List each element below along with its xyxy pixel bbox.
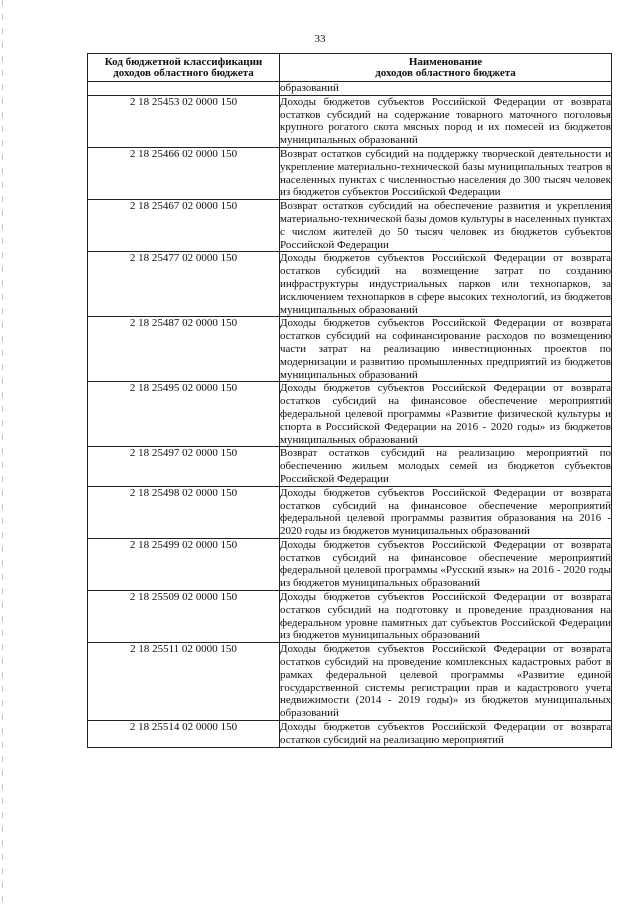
income-name: Доходы бюджетов субъектов Российской Федерации от возврата остатков субсидий на проведение комплексных кадастровых работ в рамках федеральной целевой программы «Развитие единой государственной системы регистрации прав и кадастрового учета недвижимости (2014 - 2019 годы)» из бюджетов муниципальных образований [280, 643, 611, 720]
table-row [88, 486, 612, 538]
budget-code: 2 18 25467 02 0000 150 [88, 200, 280, 252]
budget-code: 2 18 25498 02 0000 150 [88, 486, 280, 538]
table-row [88, 95, 612, 147]
table-row [88, 252, 612, 317]
table-row [88, 147, 612, 199]
income-name: Возврат остатков субсидий на обеспечение развития и укрепления материально-технической базы домов культуры в населенных пунктах с числом жителей до 50 тысяч человек из бюджетов субъектов Российской Федерации [280, 200, 611, 251]
income-name: Доходы бюджетов субъектов Российской Федерации от возврата остатков субсидий на финансовое обеспечение мероприятий федеральной целевой программы «Русский язык» на 2016 - 2020 годы из бюджетов муниципальных образований [280, 538, 611, 590]
budget-code: 2 18 25453 02 0000 150 [88, 95, 280, 147]
budget-code: 2 18 25487 02 0000 150 [88, 317, 280, 382]
table-row [88, 382, 612, 447]
income-name: Доходы бюджетов субъектов Российской Федерации от возврата остатков субсидий на возмещение затрат по созданию инфраструктуры индустриальных парков или технопарков, за исключением технопарков в сфере высоких технологий, из бюджетов муниципальных образований [280, 252, 611, 316]
income-name: Доходы бюджетов субъектов Российской Федерации от возврата остатков субсидий на софинансирование расходов по возмещению части затрат на реализацию инвестиционных проектов по модернизации и развитию промышленных предприятий из бюджетов муниципальных образований [280, 317, 611, 381]
table-row [88, 721, 612, 748]
table-row [88, 591, 612, 643]
income-name: Доходы бюджетов субъектов Российской Федерации от возврата остатков субсидий на содержание товарного маточного поголовья крупного рогатого скота мясных пород и их помесей из бюджетов муниципальных образований [280, 95, 611, 147]
table-row [88, 317, 612, 382]
income-name: Доходы бюджетов субъектов Российской Федерации от возврата остатков субсидий на финансовое обеспечение мероприятий федеральной целевой программы развития образования на 2016 - 2020 годы из бюджетов муниципальных образований [280, 486, 611, 538]
income-name: Доходы бюджетов субъектов Российской Федерации от возврата остатков субсидий на реализацию мероприятий [280, 721, 611, 746]
budget-code: 2 18 25514 02 0000 150 [88, 721, 280, 748]
table-row [88, 447, 612, 486]
budget-code: 2 18 25466 02 0000 150 [88, 147, 280, 199]
budget-code: 2 18 25495 02 0000 150 [88, 382, 280, 447]
budget-code: 2 18 25499 02 0000 150 [88, 538, 280, 590]
scan-edge [2, 0, 3, 905]
income-name: Доходы бюджетов субъектов Российской Федерации от возврата остатков субсидий на финансовое обеспечение мероприятий федеральной целевой программы «Развитие физической культуры и спорта в Российской Федерации на 2016 - 2020 годы» из бюджетов муниципальных образований [280, 382, 611, 446]
name-column-header [280, 54, 612, 82]
budget-code: 2 18 25477 02 0000 150 [88, 252, 280, 317]
table-row [88, 538, 612, 590]
budget-income-table [87, 53, 612, 748]
table-header-row [88, 54, 612, 82]
budget-code [88, 82, 280, 96]
table-row [88, 200, 612, 252]
budget-code: 2 18 25497 02 0000 150 [88, 447, 280, 486]
income-name: Доходы бюджетов субъектов Российской Федерации от возврата остатков субсидий на подготовку и проведение празднования на федеральном уровне памятных дат субъектов Российской Федерации из бюджетов муниципальных образований [280, 591, 611, 642]
name-column-header-line2: доходов областного бюджета [375, 67, 516, 79]
code-column-header: Код бюджетной классификации доходов областного бюджета [88, 54, 280, 82]
budget-code: 2 18 25511 02 0000 150 [88, 643, 280, 721]
page-number: 33 [314, 33, 326, 45]
table-row [88, 643, 612, 721]
income-name: образований [280, 82, 612, 96]
income-name: Возврат остатков субсидий на реализацию мероприятий по обеспечению жильем молодых семей из бюджетов субъектов Российской Федерации [280, 447, 611, 485]
income-name: Возврат остатков субсидий на поддержку творческой деятельности и укрепление материально-технической базы муниципальных театров в населенных пунктах с численностью населения до 300 тысяч человек из бюджетов субъектов Российской Федерации [280, 147, 611, 199]
table-row [88, 82, 612, 96]
budget-code: 2 18 25509 02 0000 150 [88, 591, 280, 643]
name-column-header-line1: Наименование [408, 56, 483, 68]
